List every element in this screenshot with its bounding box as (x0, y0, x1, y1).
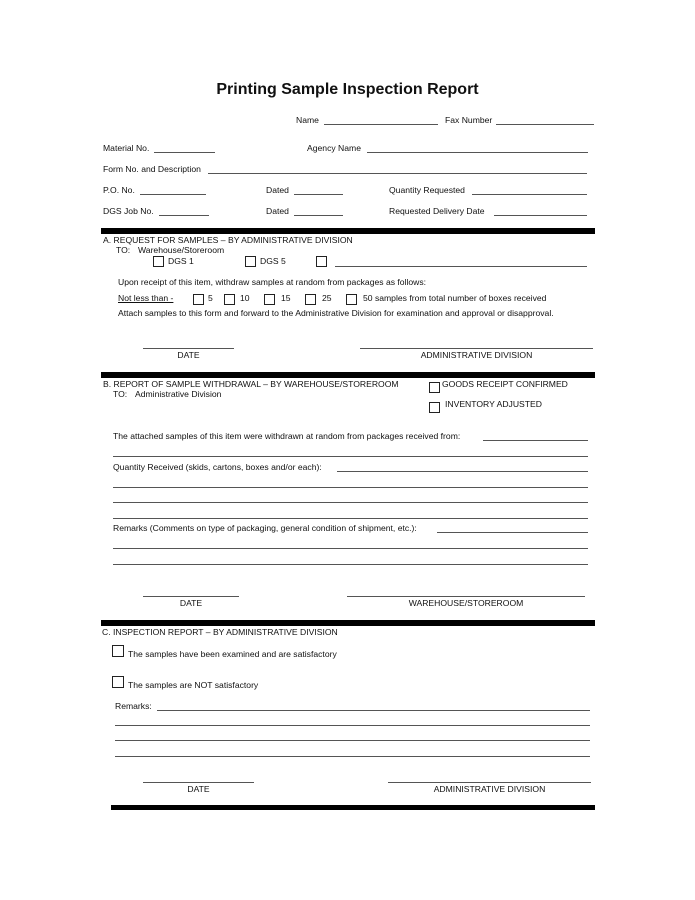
shipment-remarks-line-3[interactable] (113, 564, 588, 565)
not-satisfactory-label: The samples are NOT satisfactory (128, 680, 259, 690)
agency-name-field[interactable] (367, 152, 588, 153)
shipment-remarks-field[interactable] (437, 532, 588, 533)
qty-15-checkbox[interactable] (264, 294, 275, 305)
goods-receipt-confirmed-checkbox[interactable] (429, 382, 440, 393)
quantity-requested-field[interactable] (472, 194, 587, 195)
page-title: Printing Sample Inspection Report (216, 81, 479, 98)
quantity-received-line-4[interactable] (113, 518, 588, 519)
qty-25-label: 25 (322, 293, 332, 303)
not-less-than-label: Not less than - (118, 293, 174, 303)
bottom-divider (111, 805, 595, 810)
name-field[interactable] (324, 124, 438, 125)
shipment-remarks-label: Remarks (Comments on type of packaging, general condition of shipment, etc.): (113, 523, 417, 533)
section-a-divider (101, 228, 595, 234)
dgs-5-checkbox[interactable] (245, 256, 256, 267)
qty-50-label: 50 samples from total number of boxes received (363, 293, 547, 303)
qty-5-checkbox[interactable] (193, 294, 204, 305)
other-location-checkbox[interactable] (316, 256, 327, 267)
section-b-to-label: TO: (113, 389, 128, 399)
section-c-signature-line[interactable] (388, 782, 591, 783)
dgs-job-no-field[interactable] (159, 215, 209, 216)
withdrawn-from-label: The attached samples of this item were withdrawn at random from packages received from: (113, 431, 461, 441)
section-b-signature-label: WAREHOUSE/STOREROOM (408, 598, 524, 608)
material-no-label: Material No. (103, 143, 150, 153)
inspection-remarks-field[interactable] (157, 710, 590, 711)
dated-2-field[interactable] (294, 215, 343, 216)
section-c-divider (101, 620, 595, 626)
quantity-requested-label: Quantity Requested (389, 185, 465, 195)
quantity-received-line-3[interactable] (113, 502, 588, 503)
inspection-remarks-line-2[interactable] (115, 725, 590, 726)
satisfactory-label: The samples have been examined and are satisfactory (128, 649, 337, 659)
section-c-heading: C. INSPECTION REPORT – BY ADMINISTRATIVE DIVISION (102, 627, 338, 637)
section-a-heading: A. REQUEST FOR SAMPLES – BY ADMINISTRATIVE DIVISION (103, 235, 353, 245)
section-a-date-label: DATE (177, 350, 200, 360)
quantity-received-line-2[interactable] (113, 487, 588, 488)
agency-name-label: Agency Name (307, 143, 361, 153)
form-no-label: Form No. and Description (103, 164, 201, 174)
dgs-5-label: DGS 5 (260, 256, 286, 266)
po-no-field[interactable] (140, 194, 206, 195)
withdraw-instruction: Upon receipt of this item, withdraw samples at random from packages as follows: (118, 277, 427, 287)
dgs-1-checkbox[interactable] (153, 256, 164, 267)
section-b-divider (101, 372, 595, 378)
inventory-adjusted-label: INVENTORY ADJUSTED (445, 399, 542, 409)
fax-number-label: Fax Number (445, 115, 493, 125)
inventory-adjusted-checkbox[interactable] (429, 402, 440, 413)
section-c-date-label: DATE (187, 784, 210, 794)
material-no-field[interactable] (154, 152, 215, 153)
section-a-date-line[interactable] (143, 348, 234, 349)
form-no-field[interactable] (208, 173, 587, 174)
requested-delivery-field[interactable] (494, 215, 587, 216)
qty-15-label: 15 (281, 293, 291, 303)
name-label: Name (296, 115, 319, 125)
section-c-date-line[interactable] (143, 782, 254, 783)
qty-50-checkbox[interactable] (346, 294, 357, 305)
withdrawn-from-line-2[interactable] (113, 456, 588, 457)
qty-10-label: 10 (240, 293, 250, 303)
inspection-remarks-label: Remarks: (115, 701, 152, 711)
qty-25-checkbox[interactable] (305, 294, 316, 305)
shipment-remarks-line-2[interactable] (113, 548, 588, 549)
quantity-received-field[interactable] (337, 471, 588, 472)
other-location-field[interactable] (335, 266, 587, 267)
po-no-label: P.O. No. (103, 185, 135, 195)
section-a-to-label: TO: (116, 245, 131, 255)
inspection-remarks-line-3[interactable] (115, 740, 590, 741)
inspection-remarks-line-4[interactable] (115, 756, 590, 757)
section-a-to-value: Warehouse/Storeroom (138, 245, 225, 255)
dgs-1-label: DGS 1 (168, 256, 194, 266)
goods-receipt-confirmed-label: GOODS RECEIPT CONFIRMED (442, 379, 568, 389)
section-b-date-line[interactable] (143, 596, 239, 597)
not-satisfactory-checkbox[interactable] (112, 676, 124, 688)
dgs-job-no-label: DGS Job No. (103, 206, 154, 216)
withdrawn-from-field[interactable] (483, 440, 588, 441)
dated-1-label: Dated (266, 185, 289, 195)
qty-10-checkbox[interactable] (224, 294, 235, 305)
quantity-received-label: Quantity Received (skids, cartons, boxes and/or each): (113, 462, 322, 472)
section-a-signature-line[interactable] (360, 348, 593, 349)
requested-delivery-label: Requested Delivery Date (389, 206, 485, 216)
section-b-heading: B. REPORT OF SAMPLE WITHDRAWAL – BY WAREHOUSE/STOREROOM (103, 379, 399, 389)
section-a-signature-label: ADMINISTRATIVE DIVISION (420, 350, 533, 360)
fax-number-field[interactable] (496, 124, 594, 125)
section-b-signature-line[interactable] (347, 596, 585, 597)
section-c-signature-label: ADMINISTRATIVE DIVISION (433, 784, 546, 794)
satisfactory-checkbox[interactable] (112, 645, 124, 657)
qty-5-label: 5 (208, 293, 213, 303)
section-b-date-label: DATE (179, 598, 203, 608)
attach-note: Attach samples to this form and forward to the Administrative Division for examination and approval or disapproval. (118, 308, 554, 318)
section-b-to-value: Administrative Division (135, 389, 222, 399)
dated-1-field[interactable] (294, 194, 343, 195)
dated-2-label: Dated (266, 206, 289, 216)
